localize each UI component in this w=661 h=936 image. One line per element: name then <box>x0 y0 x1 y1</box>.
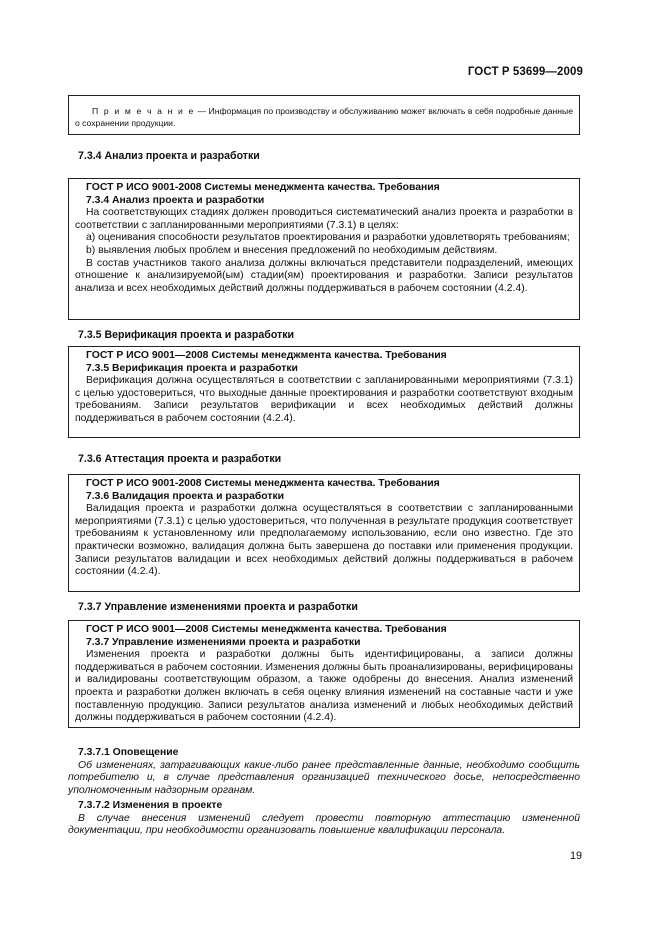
standard-box-7-3-4 <box>68 178 580 320</box>
paragraph: В состав участников такого анализа должны включаться представители подразделений, имеющих отношение к анализируемой(ым) стадии(ям) проектирования и разработки. Записи результатов анализа и всех необходимых действий должны поддерживаться в рабочем состоянии (4.2.4). <box>75 257 573 294</box>
subsection-7-3-7-1 <box>68 747 580 797</box>
paragraph: На соответствующих стадиях должен проводиться систематический анализ проекта и разработки в соответствии с запланированными мероприятиями (7.3.1) в целях: <box>75 207 573 231</box>
note-label: П р и м е ч а н и е <box>92 106 195 116</box>
standard-box-7-3-7 <box>68 620 580 728</box>
standard-box-7-3-6 <box>68 474 580 592</box>
paragraph: Валидация проекта и разработки должна осуществляться в соответствии с запланированными мероприятиями (7.3.1) с целью удостовериться, что полученная в результате продукция соответствует требованиям к установленному или предполагаемому использованию, если оно известно. Где это практически возможно, валидация должна быть завершена до поставки или применения продукции. Записи результатов валидации и всех необходимых действий должны поддерживаться в рабочем состоянии (4.2.4). <box>75 503 573 578</box>
subsection-heading: 7.3.7.1 Оповещение <box>78 747 179 758</box>
standard-title: ГОСТ Р ИСО 9001-2008 Системы менеджмента качества. Требования <box>86 478 440 489</box>
list-item-a: a) оценивания способности результатов проектирования и разработки удовлетворять требованиям; <box>86 232 570 244</box>
subsection-7-3-7-2 <box>68 800 580 838</box>
section-heading-7-3-4: 7.3.4 Анализ проекта и разработки <box>78 150 260 162</box>
list-item-b: b) выявления любых проблем и внесения предложений по необходимым действиям. <box>86 244 498 256</box>
standard-box-7-3-5 <box>68 346 580 438</box>
section-heading-7-3-6: 7.3.6 Аттестация проекта и разработки <box>78 453 282 465</box>
note-text: — Информация по производству и обслуживанию может включать в себя подробные данные о сохранении продукции. <box>75 106 574 128</box>
standard-subheading: 7.3.6 Валидация проекта и разработки <box>86 490 285 502</box>
standard-subheading: 7.3.4 Анализ проекта и разработки <box>86 194 265 206</box>
note-box <box>68 95 580 135</box>
subsection-text: В случае внесения изменений следует провести повторную аттестацию измененной документации, при необходимости организовать повышение квалификации персонала. <box>68 812 580 837</box>
standard-title: ГОСТ Р ИСО 9001—2008 Системы менеджмента качества. Требования <box>86 350 447 361</box>
subsection-text: Об изменениях, затрагивающих какие-либо ранее представленные данные, необходимо сообщить потребителю и, в случае представления организацией технического досье, непосредственно уполномоченным надзорным органам. <box>68 759 580 796</box>
paragraph: Верификация должна осуществляться в соответствии с запланированными мероприятиями (7.3.1) с целью удостовериться, что выходные данные проектирования и разработки соответствуют входным требованиям. Записи результатов верификации и всех необходимых действий должны поддерживаться в рабочем состоянии (4.2.4). <box>75 375 573 424</box>
page-number: 19 <box>569 850 582 862</box>
paragraph: Изменения проекта и разработки должны быть идентифицированы, а записи должны поддерживаться в рабочем состоянии. Изменения должны быть проанализированы, верифицированы и валидированы соответствующим образом, а также одобрены до внесения. Анализ изменений проекта и разработки должен включать в себя оценку влияния изменений на составные части и уже поставленную продукцию. Записи результатов анализа изменений и любых необходимых действий должны поддерживаться в рабочем состоянии (4.2.4). <box>75 649 573 724</box>
standard-subheading: 7.3.5 Верификация проекта и разработки <box>86 362 298 374</box>
document-header-id: ГОСТ Р 53699—2009 <box>467 66 583 78</box>
subsection-heading: 7.3.7.2 Изменения в проекте <box>78 800 223 811</box>
section-heading-7-3-5: 7.3.5 Верификация проекта и разработки <box>78 329 295 341</box>
standard-subheading: 7.3.7 Управление изменениями проекта и разработки <box>86 636 361 648</box>
standard-title: ГОСТ Р ИСО 9001—2008 Системы менеджмента качества. Требования <box>86 624 447 635</box>
section-heading-7-3-7: 7.3.7 Управление изменениями проекта и разработки <box>78 601 358 613</box>
note-paragraph <box>75 105 573 129</box>
standard-title: ГОСТ Р ИСО 9001-2008 Системы менеджмента качества. Требования <box>86 182 440 193</box>
